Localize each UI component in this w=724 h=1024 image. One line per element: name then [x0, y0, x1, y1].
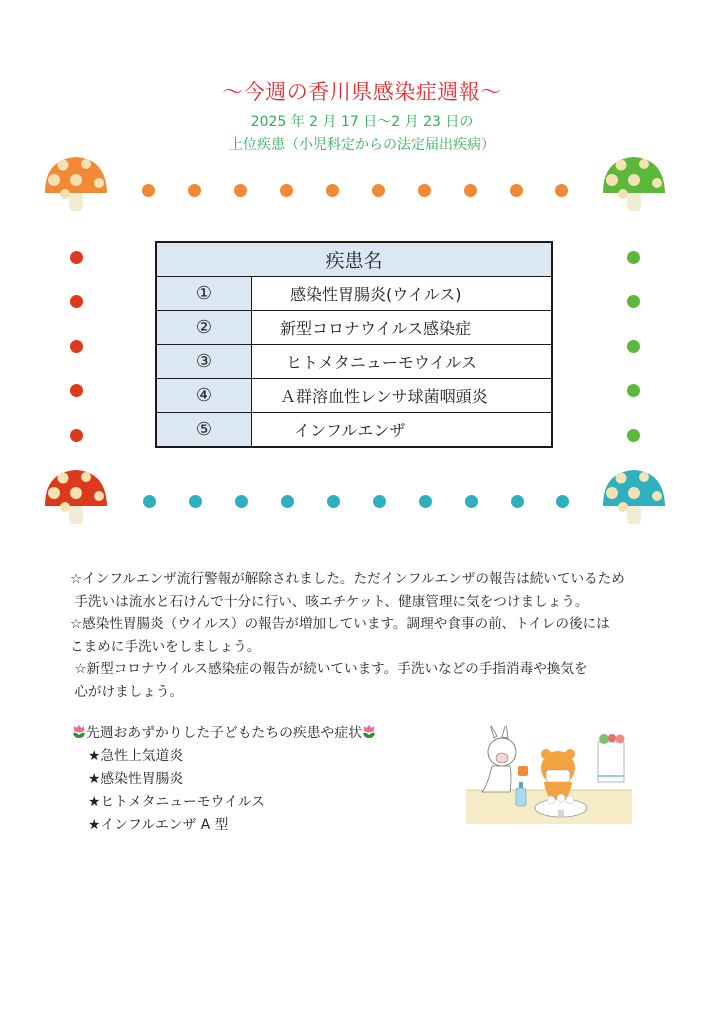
note-line: 心がけましょう。 [70, 683, 184, 700]
note-line: 手洗いは流水と石けんで十分に行い、咳エチケット、健康管理に気をつけましょう。 [70, 593, 589, 610]
dot [280, 184, 293, 197]
dot [70, 340, 83, 353]
dot [373, 495, 386, 508]
dot [627, 384, 640, 397]
page-subtitle: 上位疾患（小児科定からの法定届出疾病） [229, 137, 495, 153]
table-row [156, 345, 552, 379]
advisory-notes [70, 568, 710, 703]
rank-cell: ④ [156, 379, 252, 413]
dot [326, 184, 339, 197]
column-header-disease-name: 疾患名 [156, 242, 552, 277]
heading-text: 先週おあずかりした子どもたちの疾患や症状 [86, 725, 362, 741]
table-header-row [156, 242, 552, 277]
dot [511, 495, 524, 508]
dot [188, 184, 201, 197]
dot [70, 251, 83, 264]
rank-cell: ⑤ [156, 413, 252, 448]
dot [627, 295, 640, 308]
page-title: 〜今週の香川県感染症週報〜 [222, 80, 502, 104]
list-item: ★急性上気道炎 [88, 748, 184, 764]
note-line: ☆感染性胃腸炎（ウイルス）の報告が増加しています。調理や食事の前、トイレの後には [70, 616, 610, 632]
note-line: ☆インフルエンザ流行警報が解除されました。ただインフルエンザの報告は続いているため [70, 571, 625, 587]
dot [70, 429, 83, 442]
dot [627, 429, 640, 442]
disease-name-cell: 感染性胃腸炎(ウイルス) [252, 277, 553, 311]
dot [464, 184, 477, 197]
blue-mushroom-icon [598, 466, 668, 526]
handwashing-illustration [466, 726, 632, 824]
disease-name-cell: 新型コロナウイルス感染症 [252, 311, 553, 345]
tulip-icon [362, 724, 376, 739]
note-line: こまめに手洗いをしましょう。 [70, 638, 261, 655]
dot [234, 184, 247, 197]
list-item: ★ヒトメタニューモウイルス [88, 794, 265, 810]
orange-mushroom-icon [40, 153, 110, 213]
table-row [156, 311, 552, 345]
rank-cell: ① [156, 277, 252, 311]
dot [372, 184, 385, 197]
dot [327, 495, 340, 508]
dot [555, 184, 568, 197]
last-week-section [72, 722, 376, 837]
last-week-heading [72, 722, 376, 745]
tulip-icon [72, 724, 86, 739]
table-row [156, 413, 552, 448]
dot [418, 184, 431, 197]
dot [627, 251, 640, 264]
rank-cell: ② [156, 311, 252, 345]
dot [627, 340, 640, 353]
dot [281, 495, 294, 508]
top-diseases-table [155, 241, 553, 448]
disease-name-cell: ヒトメタニューモウイルス [252, 345, 553, 379]
dot [70, 295, 83, 308]
dot [419, 495, 432, 508]
dot [70, 384, 83, 397]
disease-name-cell: Ａ群溶血性レンサ球菌咽頭炎 [252, 379, 553, 413]
disease-name-cell: インフルエンザ [252, 413, 553, 448]
table-row [156, 277, 552, 311]
table-row [156, 379, 552, 413]
dot [465, 495, 478, 508]
red-mushroom-icon [40, 466, 110, 526]
dot [142, 184, 155, 197]
list-item: ★インフルエンザ A 型 [88, 817, 229, 833]
dot [235, 495, 248, 508]
note-line: ☆新型コロナウイルス感染症の報告が続いています。手洗いなどの手指消毒や換気を [70, 661, 588, 677]
rank-cell: ③ [156, 345, 252, 379]
dot [556, 495, 569, 508]
dot [510, 184, 523, 197]
dot [143, 495, 156, 508]
date-range: 2025 年 2 月 17 日〜2 月 23 日の [250, 114, 474, 130]
green-mushroom-icon [598, 153, 668, 213]
list-item: ★感染性胃腸炎 [88, 771, 184, 787]
dot [189, 495, 202, 508]
